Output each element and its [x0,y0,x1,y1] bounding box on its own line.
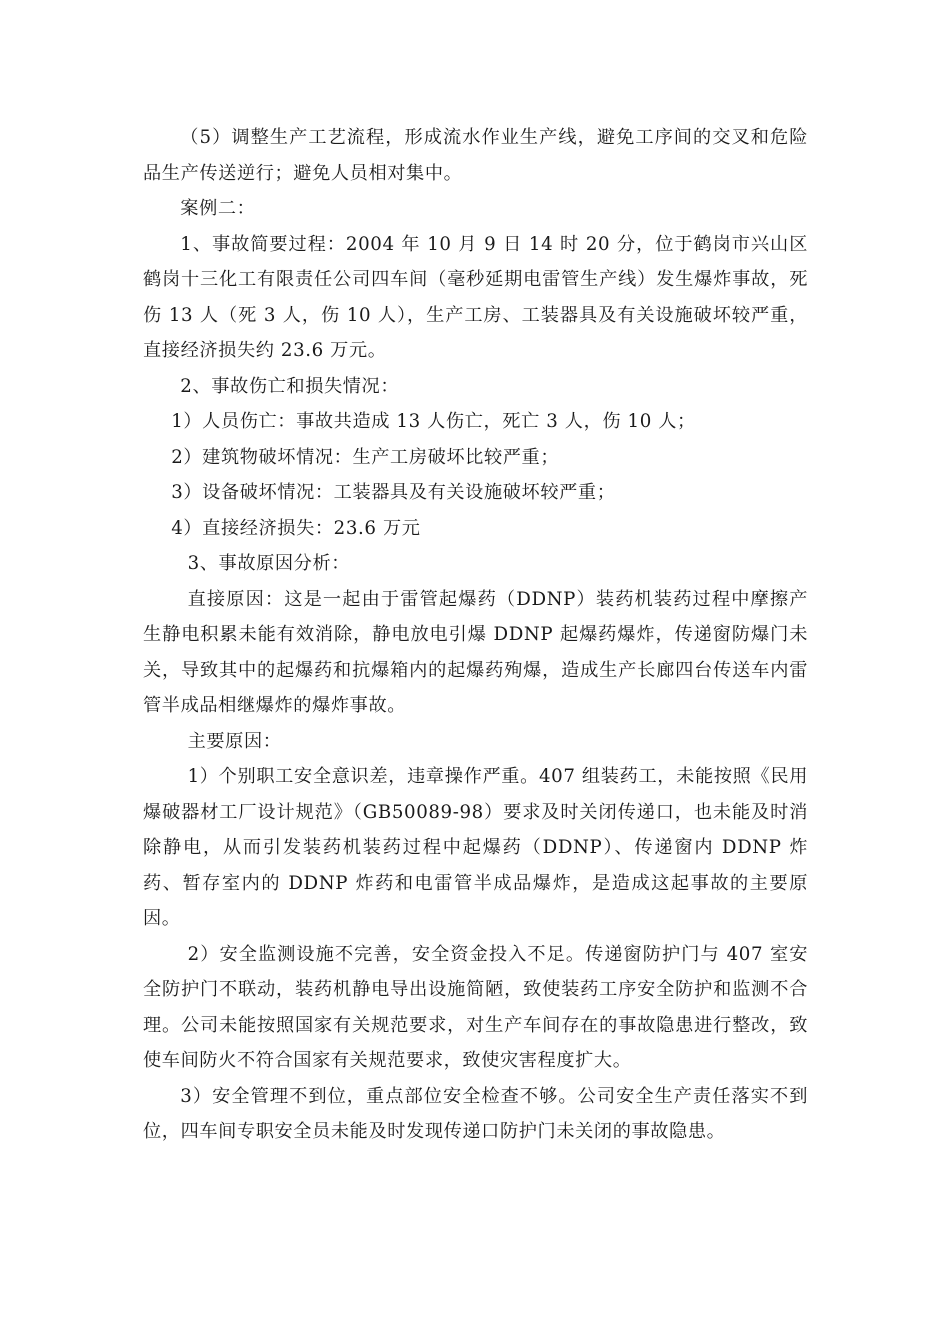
case-two-heading: 案例二： [180,198,256,219]
list-item-building-damage: 2）建筑物破坏情况：生产工房破坏比较严重； [171,446,560,468]
list-item-equipment-damage: 3）设备破坏情况：工装器具及有关设施破坏较严重； [171,482,616,503]
paragraph-main-cause-heading: 主要原因： [187,730,282,752]
paragraph-cause-analysis-heading: 3、事故原因分析： [187,553,351,574]
paragraph-main-cause-1: 1）个别职工安全意识差，违章操作严重。407 组装药工，未能按照《民用爆破器材工厂设计规范》（GB50089-98）要求及时关闭传递口，也未能及时消除静电，从而引发装药机装药过程中起爆药（DDNP）、传递窗内 DDNP 炸药、暂存室内的 DDNP 炸药和电雷管半成品爆炸，是造成这起事故的主要原因。 [143,766,808,929]
document-body [143,120,808,1150]
paragraph-process-adjustment: （5）调整生产工艺流程，形成流水作业生产线，避免工序间的交叉和危险品生产传送逆行；避免人员相对集中。 [143,127,808,184]
paragraph-accident-summary: 1、事故简要过程：2004 年 10 月 9 日 14 时 20 分，位于鹤岗市兴山区鹤岗十三化工有限责任公司四车间（毫秒延期电雷管生产线）发生爆炸事故，死伤 13 人（死 3 人，伤 10 人），生产工房、工装器具及有关设施破坏较严重，直接经济损失约 23.6 万元。 [143,233,808,361]
list-item-economic-loss: 4）直接经济损失：23.6 万元 [171,517,421,539]
paragraph-main-cause-3: 3）安全管理不到位，重点部位安全检查不够。公司安全生产责任落实不到位，四车间专职安全员未能及时发现传递口防护门未关闭的事故隐患。 [143,1085,808,1142]
paragraph-main-cause-2: 2）安全监测设施不完善，安全资金投入不足。传递窗防护门与 407 室安全防护门不联动，装药机静电导出设施简陋，致使装药工序安全防护和监测不合理。公司未能按照国家有关规范要求，对生产车间存在的事故隐患进行整改，致使车间防火不符合国家有关规范要求，致使灾害程度扩大。 [143,943,808,1071]
paragraph-casualties-heading: 2、事故伤亡和损失情况： [180,375,400,397]
list-item-casualties: 1）人员伤亡：事故共造成 13 人伤亡，死亡 3 人，伤 10 人； [171,411,696,432]
paragraph-direct-cause: 直接原因：这是一起由于雷管起爆药（DDNP）装药机装药过程中摩擦产生静电积累未能有效消除，静电放电引爆 DDNP 起爆药爆炸，传递窗防爆门未关，导致其中的起爆药和抗爆箱内的起爆药殉爆，造成生产长廊四台传送车内雷管半成品相继爆炸的爆炸事故。 [143,588,808,716]
